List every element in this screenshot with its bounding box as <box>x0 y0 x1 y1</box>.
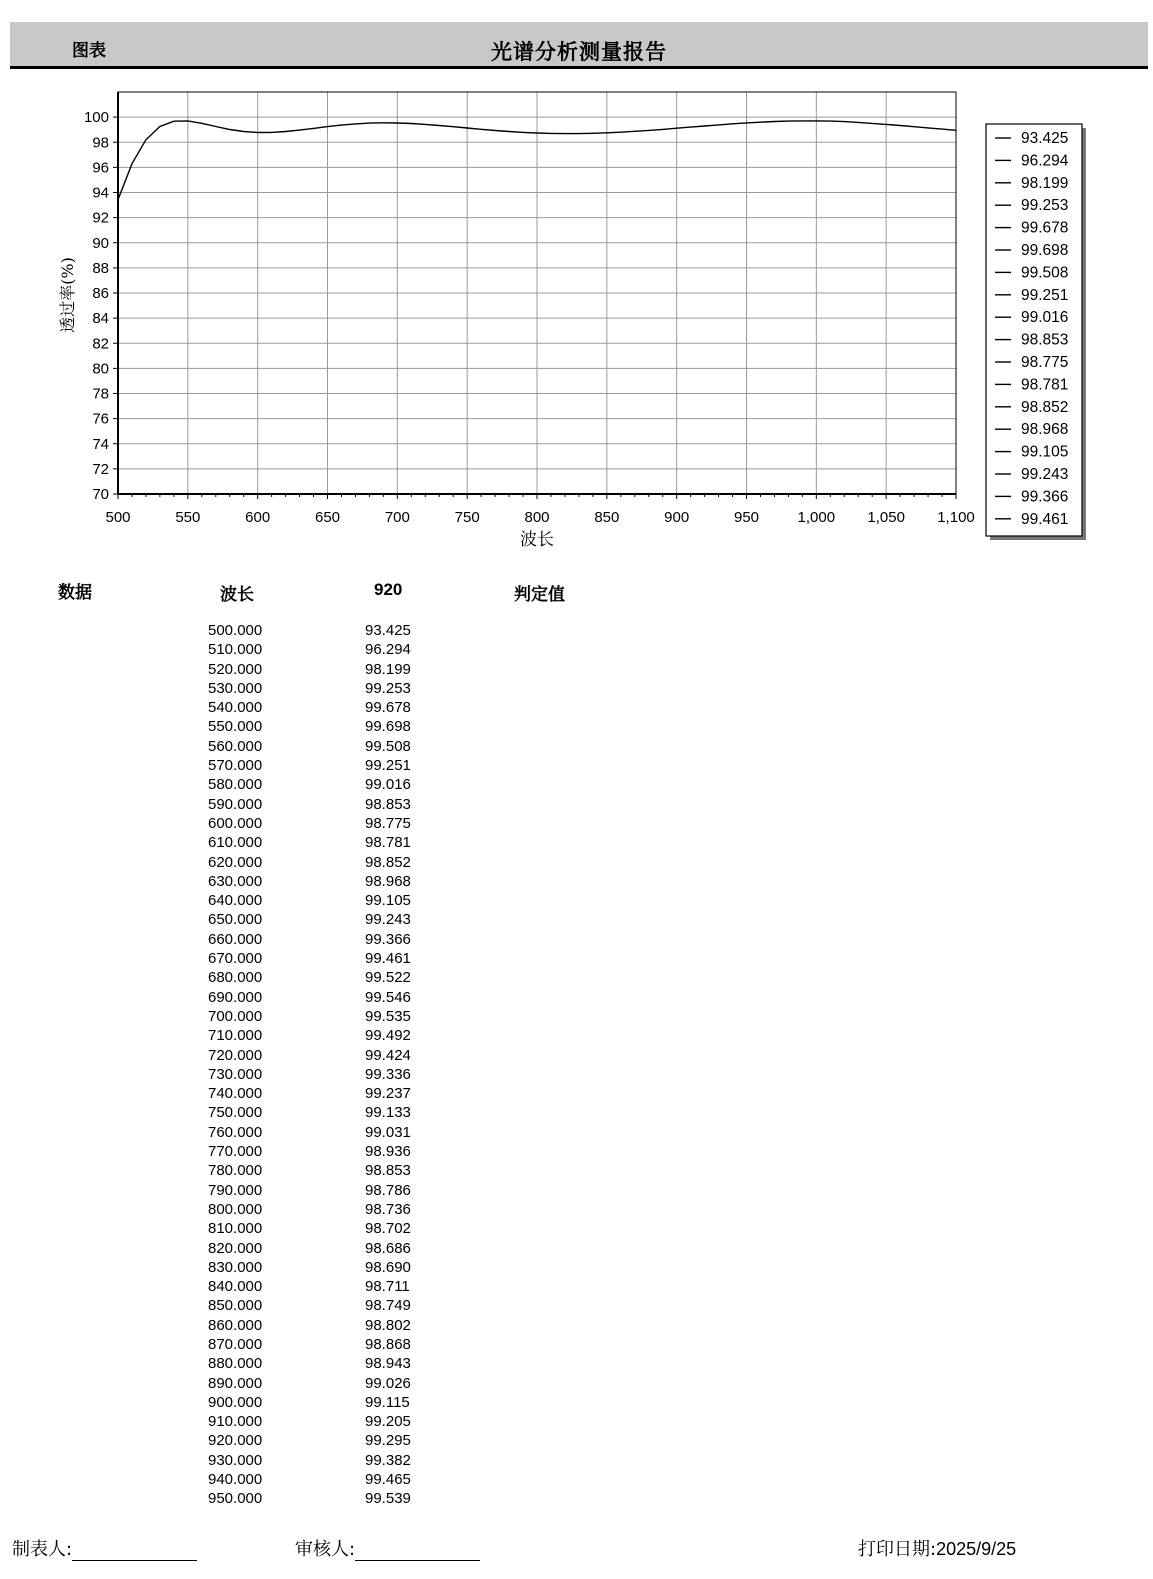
value-cell: 99.205 <box>365 1413 411 1431</box>
wavelength-cell: 840.000 <box>208 1278 263 1296</box>
legend-entry-label: 98.968 <box>1021 421 1069 439</box>
value-cell: 99.522 <box>365 969 411 987</box>
wavelength-cell: 860.000 <box>208 1316 263 1334</box>
legend-entry-label: 99.253 <box>1021 197 1069 215</box>
wavelength-cell: 530.000 <box>208 679 263 697</box>
spectrum-chart <box>0 0 1153 560</box>
wavelength-cell: 500.000 <box>208 622 263 639</box>
wavelength-cell: 850.000 <box>208 1297 263 1315</box>
value-cell: 99.698 <box>365 718 411 736</box>
value-cell: 99.492 <box>365 1027 411 1045</box>
maker-blank-line <box>72 1542 197 1561</box>
x-tick-label: 650 <box>314 509 341 526</box>
value-cell: 99.535 <box>365 1007 411 1025</box>
footer-print-date <box>858 1535 1016 1561</box>
data-section-label: 数据 <box>58 583 92 603</box>
wavelength-cell: 820.000 <box>208 1239 263 1257</box>
legend-entry-label: 99.016 <box>1021 309 1069 327</box>
value-cell: 99.539 <box>365 1490 411 1508</box>
x-tick-label: 850 <box>594 509 620 526</box>
value-cell: 98.853 <box>365 1162 411 1180</box>
legend-entry-label: 99.105 <box>1021 443 1069 461</box>
x-tick-label: 600 <box>245 509 271 526</box>
value-cell: 98.736 <box>365 1200 411 1218</box>
wavelength-cell: 730.000 <box>208 1065 263 1083</box>
value-cell: 98.943 <box>365 1355 411 1373</box>
value-cell: 99.026 <box>365 1374 411 1392</box>
value-cell: 98.781 <box>365 834 411 852</box>
legend-entry-label: 98.852 <box>1021 398 1069 416</box>
wavelength-cell: 510.000 <box>208 641 263 659</box>
value-column <box>365 621 411 1509</box>
wavelength-cell: 540.000 <box>208 699 263 717</box>
wavelength-cell: 780.000 <box>208 1162 263 1180</box>
wavelength-cell: 700.000 <box>208 1007 263 1025</box>
wavelength-column <box>208 621 262 1509</box>
wavelength-cell: 650.000 <box>208 911 263 929</box>
y-tick-label: 90 <box>92 234 109 252</box>
value-cell: 98.686 <box>365 1239 411 1257</box>
print-date-label: 打印日期: <box>858 1539 937 1560</box>
value-cell: 99.461 <box>365 950 411 968</box>
legend-entry-label: 99.243 <box>1021 466 1069 483</box>
col-head-judgement: 判定值 <box>514 585 565 605</box>
value-cell: 99.678 <box>365 699 411 717</box>
value-cell: 98.968 <box>365 872 411 890</box>
y-tick-label: 82 <box>92 335 109 353</box>
value-cell: 98.690 <box>365 1258 411 1276</box>
x-axis-label: 波长 <box>520 530 554 550</box>
value-cell: 98.936 <box>365 1143 411 1161</box>
value-cell: 99.251 <box>365 757 411 775</box>
value-cell: 99.295 <box>365 1432 411 1450</box>
x-tick-label: 700 <box>384 509 410 526</box>
wavelength-cell: 800.000 <box>208 1200 263 1218</box>
wavelength-cell: 890.000 <box>208 1374 263 1392</box>
col-head-value: 920 <box>374 580 403 599</box>
y-tick-label: 94 <box>92 184 109 202</box>
maker-label: 制表人: <box>12 1539 73 1560</box>
y-tick-label: 96 <box>92 159 109 177</box>
value-cell: 98.711 <box>365 1278 410 1296</box>
legend-entry-label: 98.853 <box>1021 331 1069 349</box>
wavelength-cell: 870.000 <box>208 1335 263 1353</box>
legend-entry-label: 99.508 <box>1021 264 1069 282</box>
value-cell: 99.243 <box>365 911 411 929</box>
y-tick-label: 76 <box>92 410 109 428</box>
wavelength-cell: 900.000 <box>208 1393 263 1411</box>
value-cell: 98.775 <box>365 814 411 832</box>
legend-entry-label: 99.366 <box>1021 488 1069 506</box>
value-cell: 98.786 <box>365 1181 411 1199</box>
wavelength-cell: 750.000 <box>208 1104 263 1122</box>
wavelength-cell: 630.000 <box>208 872 263 890</box>
value-cell: 99.336 <box>365 1065 411 1083</box>
y-tick-label: 100 <box>83 109 109 127</box>
value-cell: 99.031 <box>365 1123 411 1141</box>
y-tick-label: 84 <box>92 310 109 328</box>
wavelength-cell: 720.000 <box>208 1046 263 1064</box>
value-cell: 98.749 <box>365 1297 411 1315</box>
x-tick-label: 1,050 <box>867 509 905 526</box>
value-cell: 98.802 <box>365 1316 411 1334</box>
legend-entry-label: 96.294 <box>1021 152 1069 170</box>
wavelength-cell: 670.000 <box>208 950 263 968</box>
value-cell: 98.852 <box>365 853 411 871</box>
value-cell: 99.508 <box>365 737 411 755</box>
wavelength-cell: 560.000 <box>208 737 263 755</box>
y-tick-label: 88 <box>92 259 109 277</box>
wavelength-cell: 930.000 <box>208 1451 263 1469</box>
y-tick-label: 78 <box>92 385 109 403</box>
value-cell: 99.424 <box>365 1046 411 1064</box>
value-cell: 93.425 <box>365 622 411 639</box>
wavelength-cell: 920.000 <box>208 1432 263 1450</box>
value-cell: 99.237 <box>365 1085 411 1103</box>
legend-entry-label: 99.698 <box>1021 242 1069 259</box>
x-tick-label: 1,000 <box>797 509 836 526</box>
legend-entry-label: 99.678 <box>1021 219 1069 237</box>
x-tick-label: 500 <box>105 509 131 526</box>
wavelength-cell: 810.000 <box>208 1220 263 1238</box>
value-cell: 96.294 <box>365 641 411 659</box>
value-cell: 99.105 <box>365 892 411 910</box>
footer-reviewer <box>295 1535 480 1561</box>
y-tick-label: 86 <box>92 285 109 302</box>
value-cell: 98.199 <box>365 660 411 678</box>
wavelength-cell: 760.000 <box>208 1123 263 1141</box>
y-tick-label: 92 <box>92 209 109 227</box>
wavelength-cell: 770.000 <box>208 1143 263 1161</box>
value-cell: 98.702 <box>365 1220 411 1238</box>
x-tick-label: 950 <box>733 509 760 526</box>
reviewer-blank-line <box>355 1542 480 1561</box>
wavelength-cell: 690.000 <box>208 988 263 1006</box>
legend-entry-label: 99.251 <box>1021 286 1069 304</box>
legend-entry-label: 93.425 <box>1021 130 1069 147</box>
x-tick-label: 1,100 <box>937 509 975 526</box>
wavelength-cell: 950.000 <box>208 1490 263 1508</box>
report-title: 光谱分析测量报告 <box>491 40 667 64</box>
col-head-wavelength: 波长 <box>220 585 254 605</box>
y-tick-label: 98 <box>92 134 109 152</box>
value-cell: 99.366 <box>365 930 411 948</box>
wavelength-cell: 880.000 <box>208 1355 263 1373</box>
wavelength-cell: 940.000 <box>208 1471 263 1489</box>
wavelength-cell: 610.000 <box>208 834 263 852</box>
value-cell: 99.546 <box>365 988 411 1006</box>
y-tick-label: 80 <box>92 360 109 378</box>
value-cell: 99.382 <box>365 1451 411 1469</box>
y-tick-label: 70 <box>92 486 109 503</box>
reviewer-label: 审核人: <box>295 1539 356 1560</box>
wavelength-cell: 550.000 <box>208 718 263 736</box>
legend-entry-label: 98.781 <box>1021 376 1069 394</box>
wavelength-cell: 620.000 <box>208 853 263 871</box>
wavelength-cell: 570.000 <box>208 757 263 775</box>
wavelength-cell: 580.000 <box>208 776 263 794</box>
y-axis-label: 透过率(%) <box>58 257 77 333</box>
wavelength-cell: 680.000 <box>208 969 263 987</box>
wavelength-cell: 520.000 <box>208 660 263 678</box>
footer-maker <box>12 1535 197 1561</box>
x-tick-label: 550 <box>175 509 201 526</box>
legend-entry-label: 98.199 <box>1021 174 1069 192</box>
value-cell: 99.133 <box>365 1104 411 1122</box>
value-cell: 99.253 <box>365 679 411 697</box>
wavelength-cell: 640.000 <box>208 892 263 910</box>
legend-entry-label: 99.461 <box>1021 510 1069 528</box>
x-tick-label: 750 <box>454 509 480 526</box>
wavelength-cell: 590.000 <box>208 795 263 813</box>
wavelength-cell: 710.000 <box>208 1027 263 1045</box>
wavelength-cell: 600.000 <box>208 814 263 832</box>
wavelength-cell: 830.000 <box>208 1258 263 1276</box>
x-tick-label: 900 <box>664 509 690 526</box>
print-date-value: 2025/9/25 <box>936 1539 1017 1559</box>
value-cell: 99.115 <box>365 1393 410 1411</box>
y-tick-label: 72 <box>92 460 109 478</box>
wavelength-cell: 740.000 <box>208 1085 263 1103</box>
value-cell: 98.853 <box>365 795 411 813</box>
value-cell: 99.016 <box>365 776 411 794</box>
wavelength-cell: 660.000 <box>208 930 263 948</box>
x-tick-label: 800 <box>524 509 550 526</box>
wavelength-cell: 790.000 <box>208 1181 263 1199</box>
value-cell: 98.868 <box>365 1335 411 1353</box>
legend-entry-label: 98.775 <box>1021 354 1069 371</box>
header-chart-label: 图表 <box>72 41 106 61</box>
wavelength-cell: 910.000 <box>208 1413 263 1431</box>
value-cell: 99.465 <box>365 1471 411 1489</box>
y-tick-label: 74 <box>92 435 109 453</box>
